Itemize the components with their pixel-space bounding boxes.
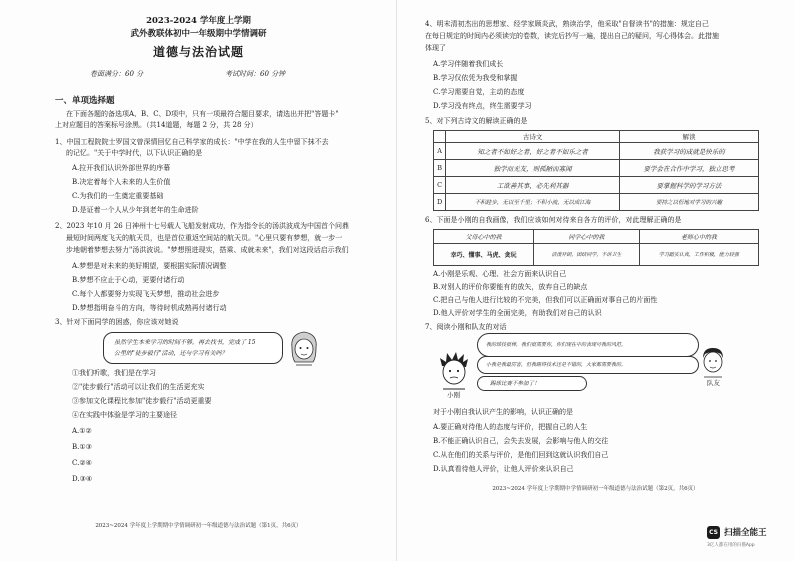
- bubble-text-line: 小我是我最厉害，但我踢得技术还是不错的，大家都需要我的。: [486, 362, 627, 368]
- table-cell: 独学而无友，则孤陋而寡闻: [446, 160, 620, 177]
- question-6-option-d: D.他人评价对学生的全面完美，有助我们对自己的认识: [433, 309, 602, 317]
- question-4-option-d: D.学习没有终点，终生需要学习: [433, 102, 532, 110]
- speaker-xiaogang-label: 小刚: [447, 391, 460, 399]
- table-cell: B: [434, 160, 446, 177]
- question-2-option-d: D.梦想指明奋斗的方向，等待时机成熟再付诸行动: [72, 304, 227, 312]
- table-cell: 活泼开朗，团结同学，不讲卫生: [534, 244, 640, 266]
- question-7-speech-bubble-3: [477, 376, 587, 391]
- question-4-option-c: C.学习需要自觉，主动的态度: [433, 88, 525, 96]
- question-6-option-c: C.把自己与他人进行比较的不完美，但我们可以正确面对事自己的片面性: [433, 296, 658, 304]
- question-2-option-a: A.梦想是对未来的美好期望，要根据实际情况调整: [72, 262, 227, 270]
- question-3-statement-2: ②"徒步毅行"活动可以让我们的生活更充实: [72, 383, 205, 391]
- table-header-cell: [434, 131, 446, 143]
- question-3-stem: 3、针对下面同学的困惑，你应该对她说: [55, 318, 179, 326]
- speaker-teammate-label: 队友: [707, 379, 720, 387]
- question-6-stem: 6、下面是小刚的自我画像，我们应该如何对待来自各方的评价，对此理解正确的是: [425, 216, 682, 224]
- bubble-text-line: 踢球比赛不参加了！: [490, 381, 540, 387]
- question-7-speech-bubble-1: [477, 333, 699, 357]
- question-3-statement-1: ①我们听歌，我们是在学习: [72, 369, 156, 377]
- table-header-cell: 解读: [619, 131, 758, 143]
- question-2-stem: 最短时间两度飞天的航天员，也是首位重返空间站的航天员。"心里只要有梦想，就一步一: [66, 234, 343, 242]
- table-row: [434, 143, 759, 160]
- question-4-stem: 4、明末清初杰出的思想家、经学家顾炎武，熟读治学，他采取"自督读书"的措施：规定自己: [425, 20, 709, 28]
- question-5-stem: 5、对下列古诗文的解读正确的是: [425, 117, 528, 125]
- table-cell: 要学会在合作中学习，独立思考: [619, 160, 758, 177]
- question-5-poetry-table: [433, 130, 759, 211]
- question-6-option-a: A.小刚是乐观、心理、社会方面来认识自己: [433, 270, 567, 278]
- table-header-cell: 同学心中的我: [534, 230, 640, 244]
- table-cell: 不积跬步，无以至千里；不积小流，无以成江海: [446, 194, 620, 211]
- question-7-option-d: D.认真看待他人评价，让他人评价来认识自己: [433, 465, 574, 473]
- table-header-cell: 老师心中的我: [639, 230, 758, 244]
- table-row: [434, 177, 759, 194]
- question-2-stem: 步地朝着梦想去努力"汤洪波说。"梦想照进现实，搭乘、成就未来"，我们对这段话启示我们: [66, 246, 349, 254]
- page-2-footer: 2023~2024 学年度上学期期中学情调研初一年级道德与法治试题（第2页，共6页）: [492, 486, 699, 492]
- bubble-text-line: 虽然学生本来学习的时间不够，再去找书，完成了 15: [114, 339, 256, 346]
- table-cell: 我获学习的成就是快乐的: [619, 143, 758, 160]
- question-1-option-c: C.为我们的一生奠定重要基础: [72, 192, 164, 200]
- exam-school: 武外教联体初中一年级期中学情调研: [130, 29, 267, 39]
- camscanner-brand-name: 扫描全能王: [724, 528, 767, 538]
- page-1-footer: 2023~2024 学年度上学期期中学情调研初一年级道德与法治试题（第1页，共6页）: [95, 523, 302, 529]
- table-cell: 要掌握科学的学习方法: [619, 177, 758, 194]
- table-cell: 知之者不如好之者，好之者不如乐之者: [446, 143, 620, 160]
- question-1-option-a: A.拉开我们认识外部世界的序幕: [72, 164, 171, 172]
- boy-xiaogang-icon: [437, 350, 471, 390]
- table-row: [434, 244, 759, 266]
- question-3-option-b: B.①③: [72, 443, 92, 451]
- question-6-self-portrait-table: [433, 229, 759, 266]
- bubble-text-line: 我的球技很棒，我们很需要你，你们现在中的表现可我的风范。: [486, 342, 627, 348]
- question-6-option-b: B.对别人的评价你要能有的放矢，放弃自己的缺点: [433, 283, 588, 291]
- table-cell: D: [434, 194, 446, 211]
- question-2-stem: 2、2023 年10 月 26 日神州十七号载人飞船发射成功，作为指令长的汤洪波成为中国首个问鼎: [55, 222, 349, 230]
- question-4-option-b: B.学习仅依凭为我受和掌握: [433, 74, 518, 82]
- question-3-statement-4: ④在实践中体验是学习的主要途径: [72, 411, 177, 419]
- girl-student-icon: [286, 328, 322, 368]
- table-cell: A: [434, 143, 446, 160]
- question-7-stem: 7、阅读小刚和队友的对话: [425, 323, 507, 331]
- question-7-question: 对于小刚自我认识产生的影响，认识正确的是: [433, 408, 573, 416]
- question-1-stem: 的记忆。"关于中学时代，以下认识正确的是: [66, 149, 203, 157]
- bubble-text-line: 公里的"徒步毅行"活动，还与学习有关吗？: [114, 350, 228, 357]
- question-3-speech-bubble: [103, 332, 283, 364]
- right-exam-page: [397, 0, 794, 561]
- exam-year: 2023-2024 学年度上学期: [146, 16, 251, 26]
- question-1-option-d: D.是证着一个人从少年到老年的生命进阶: [72, 206, 199, 214]
- table-header-row: [434, 230, 759, 244]
- table-cell: 工欲善其事，必先利其器: [446, 177, 620, 194]
- teammate-icon: [699, 344, 727, 378]
- section-1-instruction-line: 在下面各题的备选项A、B、C、D项中，只有一项最符合题目要求，请选出并把"答题卡": [66, 110, 339, 118]
- camscanner-logo-icon: CS: [707, 526, 720, 539]
- table-header-cell: 古诗文: [446, 131, 620, 143]
- question-7-option-b: B.不能正确认识自己，会失去发展，会影响与他人的交往: [433, 437, 609, 445]
- exam-subject-title: 道德与法治试题: [152, 45, 244, 59]
- question-4-stem: 体现了: [425, 44, 446, 52]
- question-2-option-c: C.每个人都要努力实现飞天梦想，推动社会进步: [72, 290, 220, 298]
- table-row: [434, 160, 759, 177]
- table-row: [434, 194, 759, 211]
- camscanner-tagline: 3亿人都在用的扫描App: [707, 543, 755, 548]
- question-7-option-c: C.从在他们的关系与评价，是他们回到这就认识我们自己: [433, 451, 609, 459]
- section-1-title: 一、单项选择题: [55, 96, 115, 106]
- question-4-stem: 在每日规定的时间内必须读完的卷数，读完后抄写一遍，提出自己的疑问，写心得体会。此措施: [425, 32, 719, 40]
- exam-time: 考试时间：60 分钟: [225, 70, 286, 78]
- question-2-option-b: B.梦想不应止于心动，更要付诸行动: [72, 276, 185, 284]
- table-cell: 幸巧、懂事、马虎、贪玩: [434, 244, 534, 266]
- table-cell: C: [434, 177, 446, 194]
- question-1-option-b: B.决定着每个人未来的人生价值: [72, 178, 171, 186]
- question-7-option-a: A.要正确对待他人的态度与评价，把握自己的人生: [433, 423, 588, 431]
- section-1-instruction-line: 上对应题目的答案标号涂黑。（共14道题，每题 2 分，共 28 分）: [55, 121, 258, 129]
- question-3-statement-3: ③参加文化课程比参加"徒步毅行"活动更重要: [72, 397, 212, 405]
- question-3-option-c: C.②④: [72, 459, 92, 467]
- exam-full-marks: 卷面满分：60 分: [90, 70, 144, 78]
- table-cell: 要持之以恒地对学习的兴趣: [619, 194, 758, 211]
- table-header-cell: 父母心中的我: [434, 230, 534, 244]
- table-cell: 学习踏实认真，工作积极，能力较强: [639, 244, 758, 266]
- table-header-row: [434, 131, 759, 143]
- question-7-speech-bubble-2: [477, 356, 699, 374]
- question-4-option-a: A.学习伴随着我们成长: [433, 60, 504, 68]
- question-3-option-a: A.①②: [72, 427, 92, 435]
- question-1-stem: 1、中国工程院院士罗国文曾深情回忆自己科学家的成长："中学在我的人生中留下抹不去: [55, 138, 329, 146]
- question-3-option-d: D.③④: [72, 475, 93, 483]
